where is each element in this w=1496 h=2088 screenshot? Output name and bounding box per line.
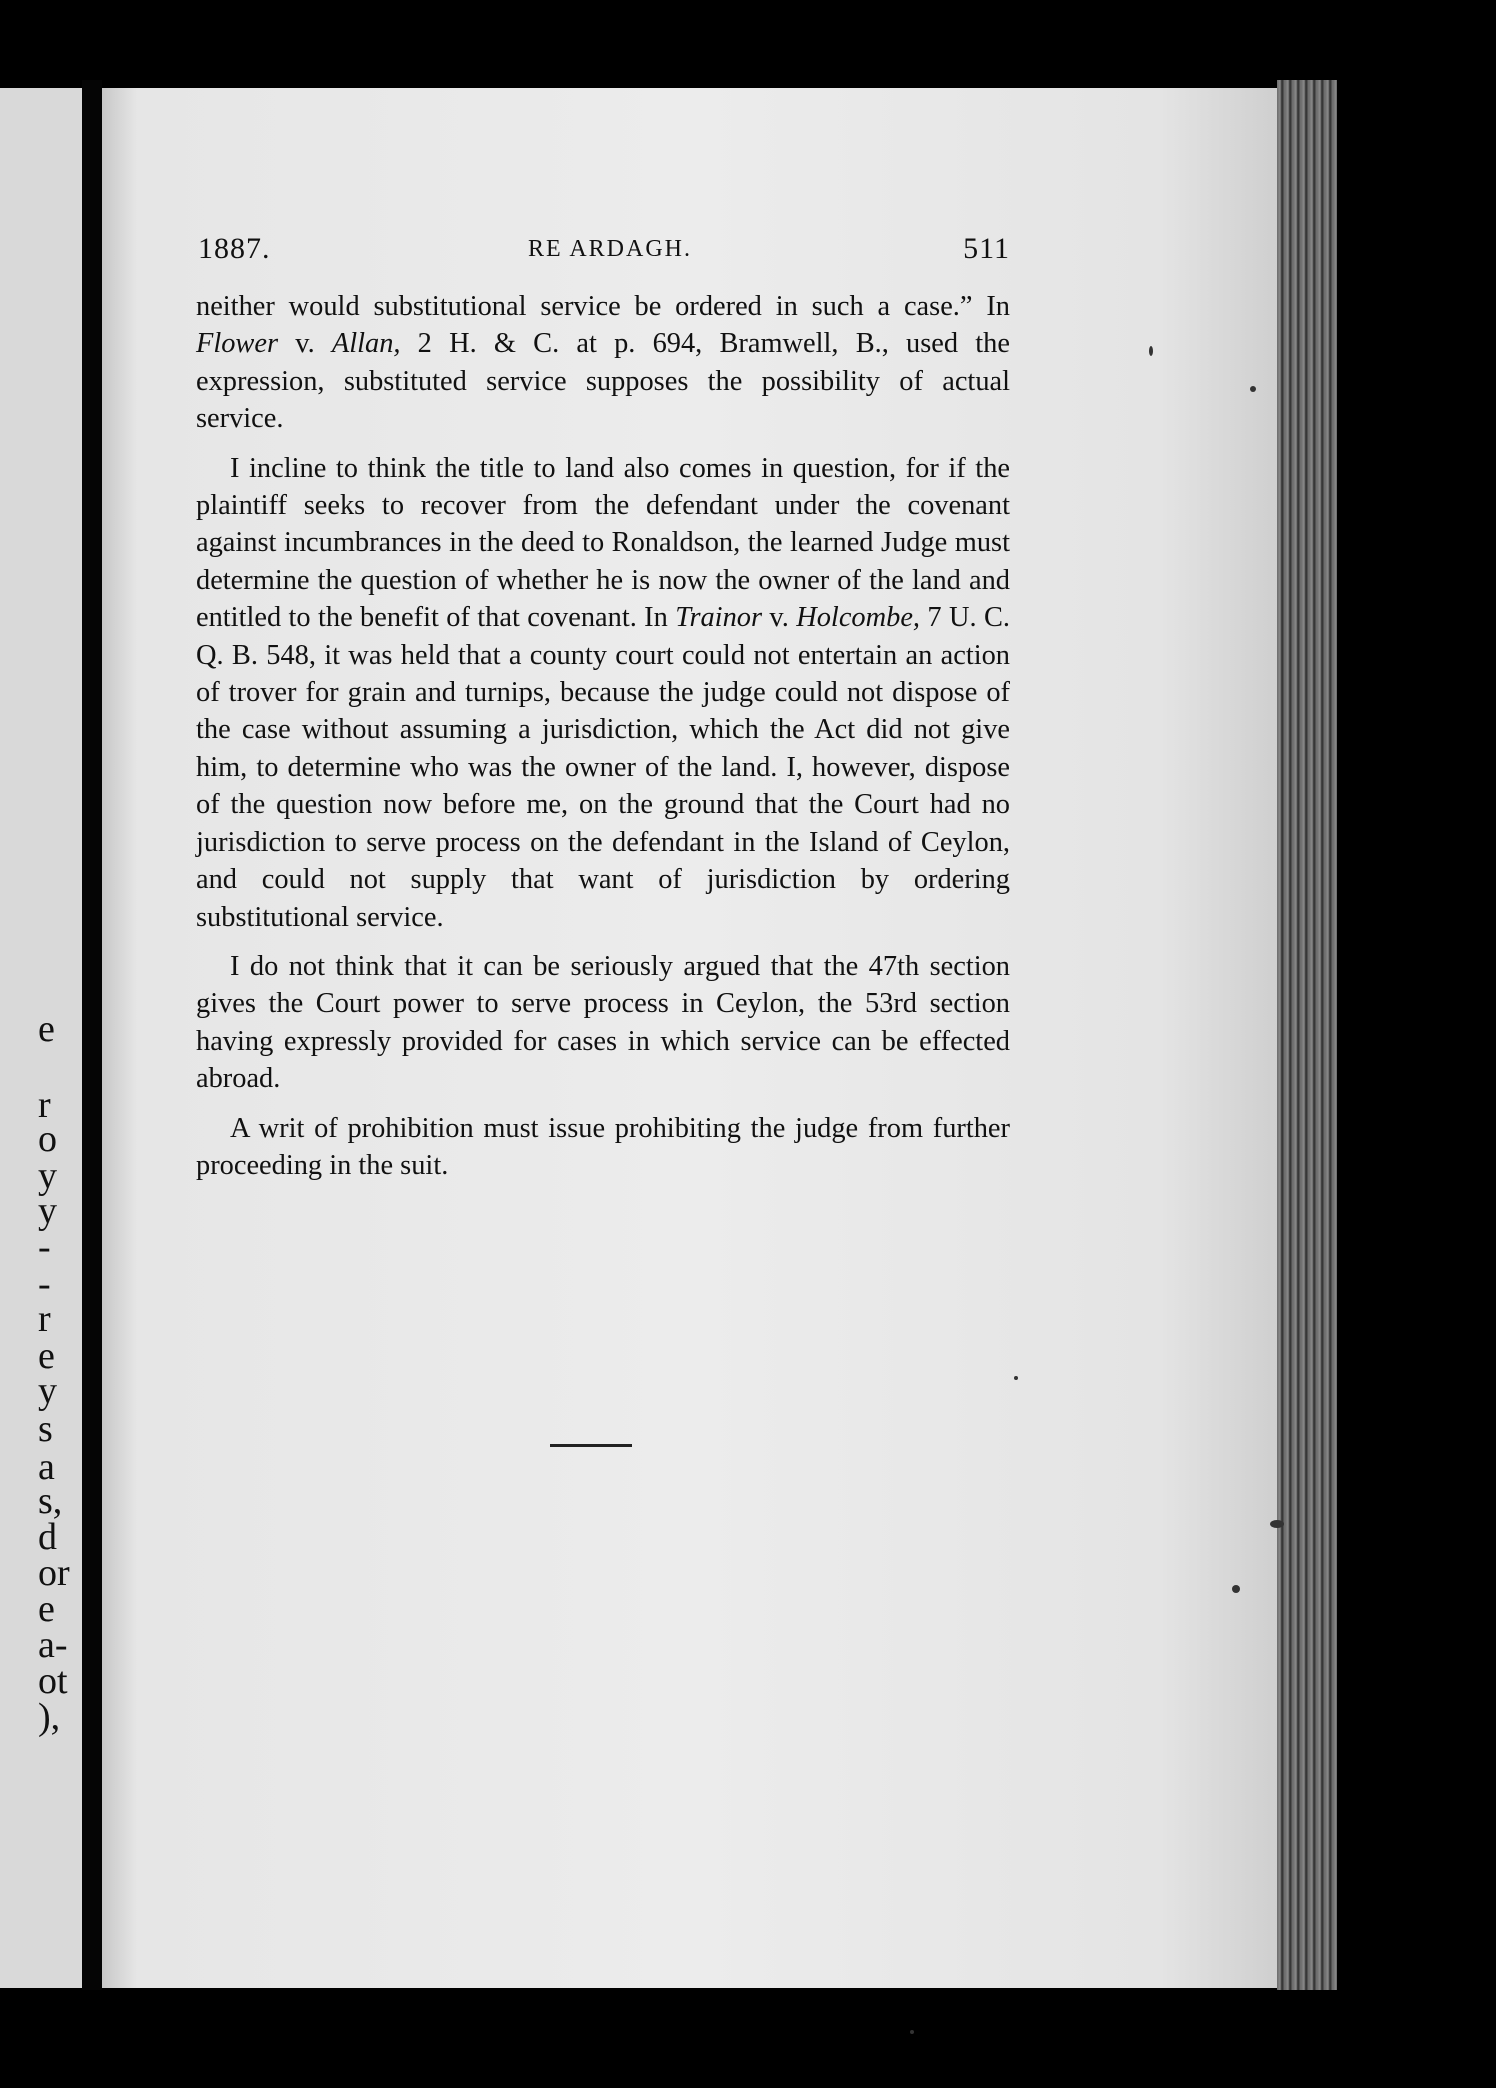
text-run: I incline to think the title to land also comes in question, for if the plaintiff seeks to recover from the defendant under the covenant against incumbrances in the deed to Ronaldson, the learned Judge must determine the question of whether he is now the owner of the land and entitled to the benefit of that covenant. In: [196, 452, 1010, 634]
facing-page-fragment: e: [38, 1588, 55, 1630]
header-year: 1887.: [198, 232, 271, 265]
paragraph: [196, 1110, 1010, 1185]
facing-page-fragment: d: [38, 1516, 57, 1558]
case-name: Holcombe,: [796, 602, 921, 634]
facing-page-fragment: y: [38, 1190, 57, 1232]
facing-page-fragment: s,: [38, 1480, 63, 1522]
facing-page-fragment: -: [38, 1226, 51, 1268]
body-text: [196, 288, 1010, 1196]
facing-page-fragment: r: [38, 1084, 51, 1126]
header-title: RE ARDAGH.: [528, 236, 693, 262]
facing-page-fragment: y: [38, 1155, 57, 1197]
facing-page-fragment: a: [38, 1446, 55, 1488]
case-name: Allan,: [331, 328, 401, 360]
case-name: Flower: [196, 328, 279, 360]
section-rule: [550, 1444, 632, 1447]
facing-page-text-fragments: [38, 88, 76, 1988]
facing-page-fragment: r: [38, 1298, 51, 1340]
facing-page-fragment: ),: [38, 1696, 61, 1738]
book-gutter: [82, 80, 102, 1990]
text-run: 7 U. C. Q. B. 548, it was held that a county court could not entertain an action of trover for grain and turnips, because the judge could not dispose of the case without assuming a jurisdiction, which the Act did not give him, to determine who was the owner of the land. I, however, dispose of the question now before me, on the ground that the Court had no jurisdiction to serve process on the defendant in the Island of Ceylon, and could not supply that want of jurisdiction by ordering substitutional service.: [196, 602, 1010, 933]
facing-page-fragment: -: [38, 1263, 51, 1305]
text-run: 2 H. & C. at p. 694, Bramwell, B., used the expression, substituted service supposes the possibility of actual service.: [196, 328, 1010, 435]
case-name: Trainor: [675, 602, 763, 634]
facing-page-fragment: o: [38, 1118, 57, 1160]
facing-page-fragment: s: [38, 1408, 53, 1450]
facing-page-fragment: or: [38, 1552, 70, 1594]
running-header: [198, 232, 1010, 272]
text-run: v.: [278, 328, 332, 360]
text-run: A writ of prohibition must issue prohibiting the judge from further proceeding in the suit.: [196, 1112, 1010, 1181]
paragraph: [196, 288, 1010, 438]
facing-page-fragment: e: [38, 1008, 55, 1050]
facing-page-fragment: e: [38, 1335, 55, 1377]
page-number: 511: [963, 232, 1010, 265]
facing-page-fragment: ot: [38, 1660, 68, 1702]
facing-page-fragment: y: [38, 1370, 57, 1412]
text-run: I do not think that it can be seriously argued that the 47th section gives the Court power to serve process in Ceylon, the 53rd section having expressly provided for cases in which service can be effected abroad.: [196, 950, 1010, 1095]
facing-page-fragment: a-: [38, 1624, 68, 1666]
text-run: v.: [762, 602, 797, 634]
text-run: neither would substitutional service be ordered in such a case.” In: [196, 291, 1010, 322]
paragraph: [196, 450, 1010, 936]
paragraph: [196, 948, 1010, 1098]
page-stack-edge: [1277, 80, 1337, 1990]
facing-page-edge: [0, 88, 82, 1988]
